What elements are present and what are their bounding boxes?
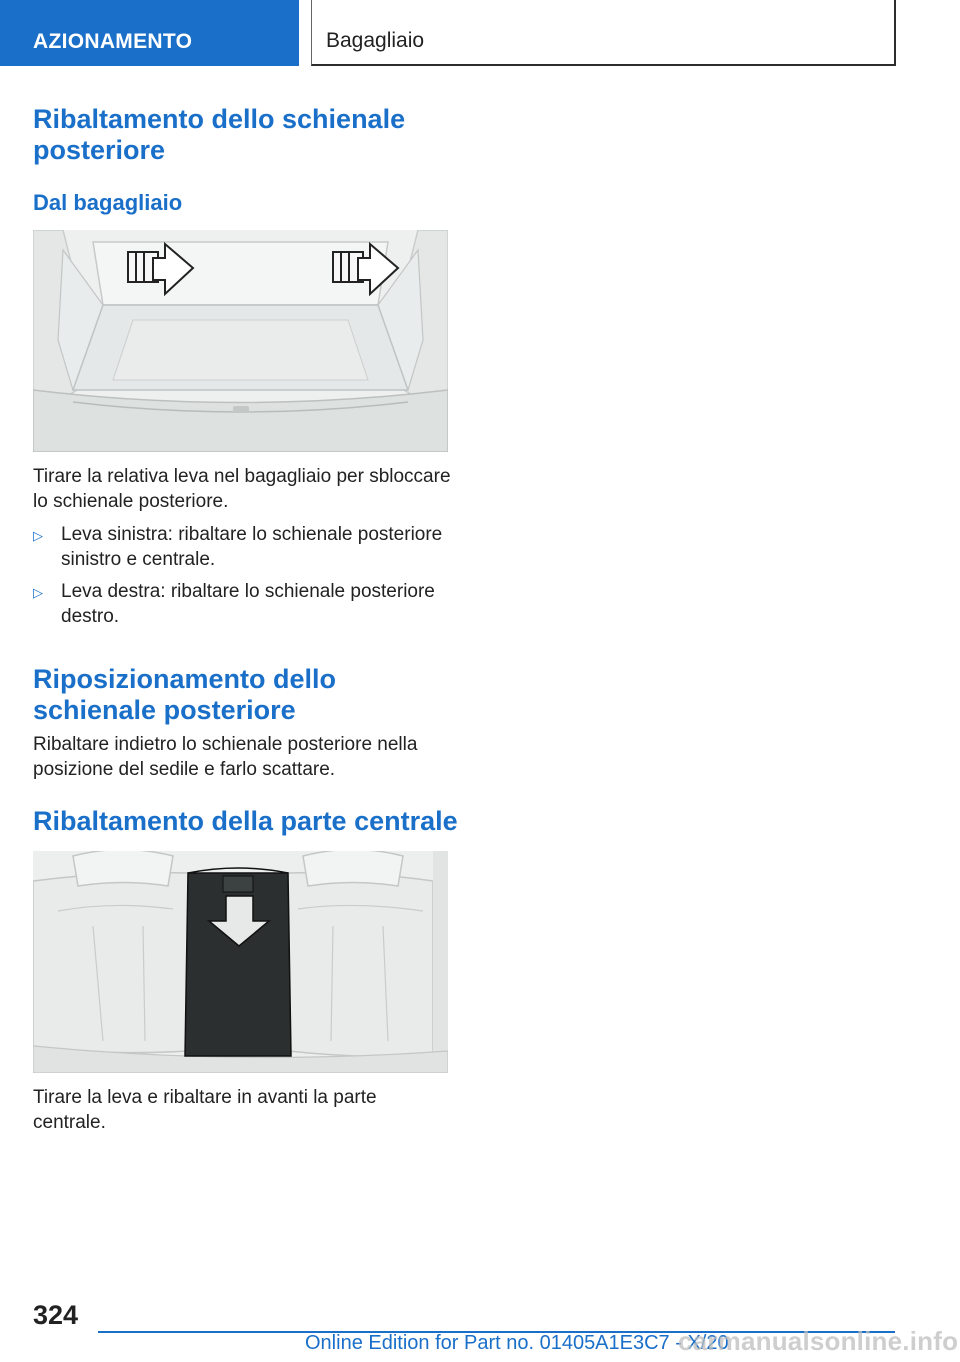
edition-note: Online Edition for Part no. 01405A1E3C7 - X/20	[305, 1332, 729, 1354]
chapter-title: Bagagliaio	[311, 0, 896, 66]
heading-reposition-backrest: Riposizionamento dello schienale posteriore	[33, 664, 337, 725]
center-section-illustration	[33, 851, 448, 1073]
page-number: 324	[33, 1300, 79, 1330]
intro-paragraph: Tirare la relativa leva nel bagagliaio per sbloccare lo schienale posteriore.	[33, 466, 451, 512]
reposition-paragraph: Ribaltare indietro lo schienale posteriore nella posizione del sedile e farlo scattare.	[33, 734, 418, 780]
subheading-from-trunk: Dal bagagliaio	[33, 190, 183, 215]
heading-fold-backrest: Ribaltamento dello schienale posteriore	[33, 104, 406, 165]
bullet-triangle-icon: ▷	[33, 585, 43, 600]
watermark: carmanualsonline.info	[678, 1326, 959, 1356]
trunk-lever-illustration	[33, 230, 448, 452]
center-paragraph: Tirare la leva e ribaltare in avanti la parte centrale.	[33, 1087, 377, 1133]
section-tab[interactable]: AZIONAMENTO	[0, 0, 299, 66]
list-item: ▷ Leva destra: ribaltare lo schienale posteriore destro.	[33, 581, 435, 627]
heading-fold-center: Ribaltamento della parte centrale	[33, 806, 458, 836]
list-item: ▷ Leva sinistra: ribaltare lo schienale posteriore sinistro e centrale.	[33, 524, 443, 570]
bullet-triangle-icon: ▷	[33, 528, 43, 543]
